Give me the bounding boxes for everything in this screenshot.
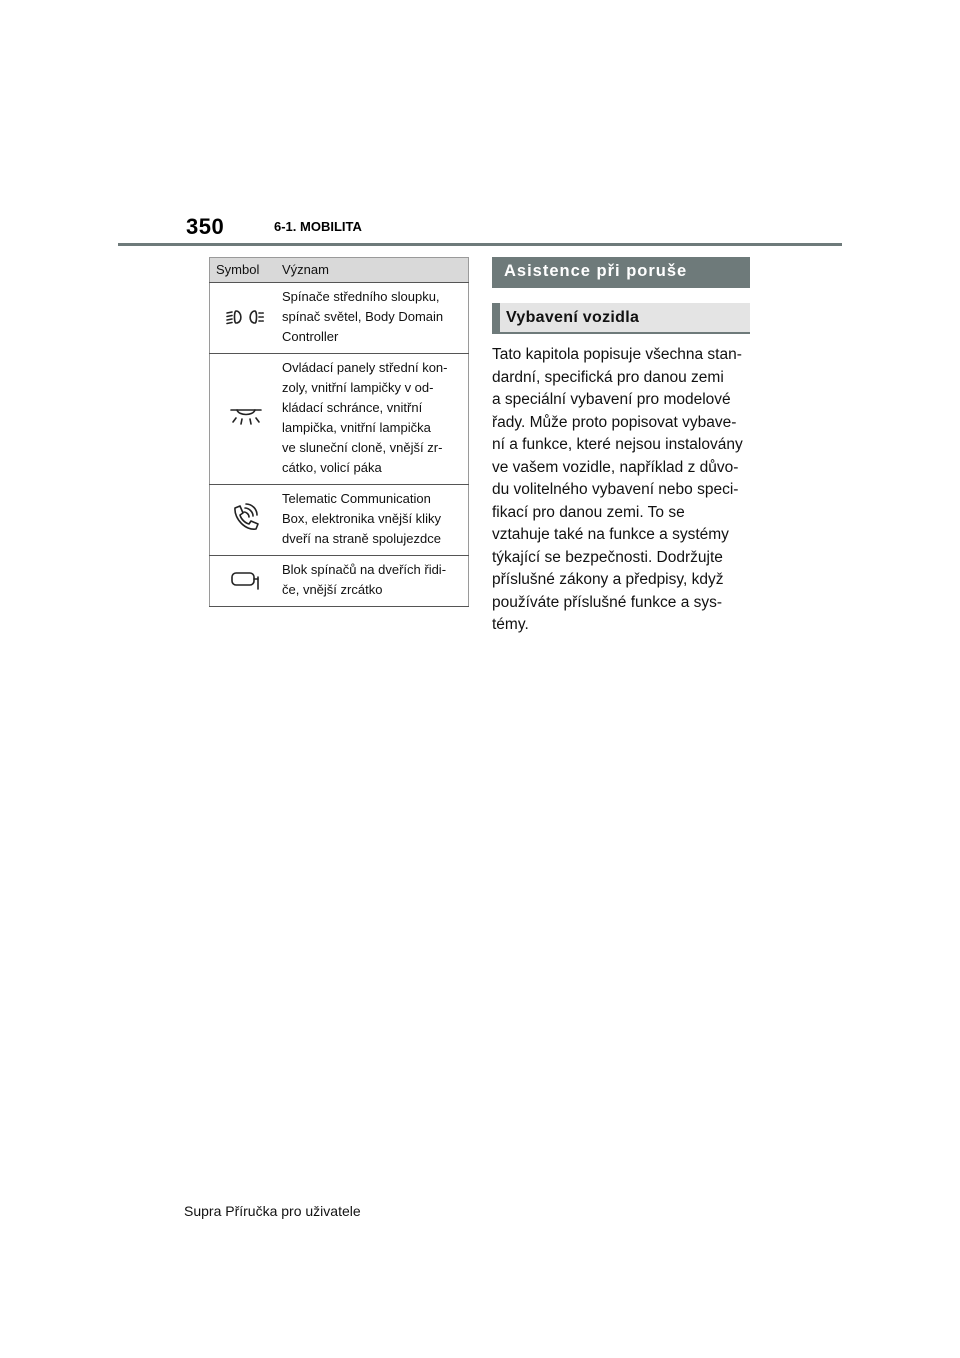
table-row: [210, 354, 469, 485]
header-divider: [118, 243, 842, 246]
section-heading: Asistence při poruše: [492, 257, 750, 288]
meaning-line: Controller: [282, 329, 339, 344]
meaning-line: lampička, vnitřní lampička: [282, 420, 431, 435]
paragraph-line: ní a funkce, které nejsou instalovány: [492, 436, 743, 453]
table-cell-meaning: [276, 556, 469, 607]
table-cell-symbol: [210, 283, 277, 354]
table-cell-meaning: [276, 354, 469, 485]
paragraph-line: ve vašem vozidle, například z důvo-: [492, 458, 739, 476]
telematic-phone-icon: [220, 502, 272, 536]
meaning-line: dveří na straně spolujezdce: [282, 531, 441, 546]
paragraph-line: fikací pro danou zemi. To se: [492, 503, 685, 521]
column-header-meaning: Význam: [276, 258, 469, 283]
meaning-line: Telematic Communication: [282, 491, 431, 506]
table-row: [210, 556, 469, 607]
paragraph-line: témy.: [492, 616, 529, 633]
meaning-line: zoly, vnitřní lampičky v od-: [282, 380, 434, 395]
meaning-line: cátko, volicí páka: [282, 460, 382, 475]
meaning-line: če, vnější zrcátko: [282, 582, 383, 597]
table-row: [210, 485, 469, 556]
paragraph-line: dardní, specifická pro danou zemi: [492, 368, 724, 386]
paragraph-line: vztahuje také na funkce a systémy: [492, 526, 729, 543]
symbol-table: [209, 257, 469, 607]
table-cell-symbol: [210, 354, 277, 485]
table-cell-meaning: [276, 485, 469, 556]
door-mirror-switch-icon: [220, 569, 272, 591]
paragraph-line: řady. Může proto popisovat vybave-: [492, 413, 737, 431]
table-header-row: [210, 258, 469, 283]
paragraph-line: a speciální vybavení pro modelové: [492, 391, 731, 408]
paragraph-line: týkající se bezpečnosti. Dodržujte: [492, 548, 723, 566]
section-title: 6-1. MOBILITA: [274, 219, 362, 234]
table-cell-symbol: [210, 556, 277, 607]
meaning-line: Ovládací panely střední kon-: [282, 360, 448, 375]
table-cell-symbol: [210, 485, 277, 556]
body-paragraph: [492, 344, 752, 637]
paragraph-line: Tato kapitola popisuje všechna stan-: [492, 346, 742, 363]
subsection-heading: Vybavení vozidla: [492, 303, 750, 334]
meaning-line: kládací schránce, vnitřní: [282, 400, 423, 415]
interior-light-icon: [220, 407, 272, 429]
meaning-line: Box, elektronika vnější kliky: [282, 511, 441, 526]
meaning-line: spínač světel, Body Domain: [282, 309, 444, 324]
page-number: 350: [186, 214, 225, 239]
paragraph-line: používáte příslušné funkce a sys-: [492, 593, 723, 611]
column-header-symbol: Symbol: [210, 258, 277, 283]
meaning-line: Spínače středního sloupku,: [282, 289, 440, 304]
meaning-line: ve sluneční cloně, vnější zr-: [282, 440, 443, 455]
paragraph-line: du volitelného vybavení nebo speci-: [492, 481, 739, 498]
footer-text: Supra Příručka pro uživatele: [184, 1203, 361, 1219]
table-cell-meaning: [276, 283, 469, 354]
meaning-line: Blok spínačů na dveřích řidi-: [282, 562, 447, 577]
table-row: [210, 283, 469, 354]
headlight-switch-icon: [220, 307, 272, 327]
paragraph-line: příslušné zákony a předpisy, když: [492, 571, 724, 588]
